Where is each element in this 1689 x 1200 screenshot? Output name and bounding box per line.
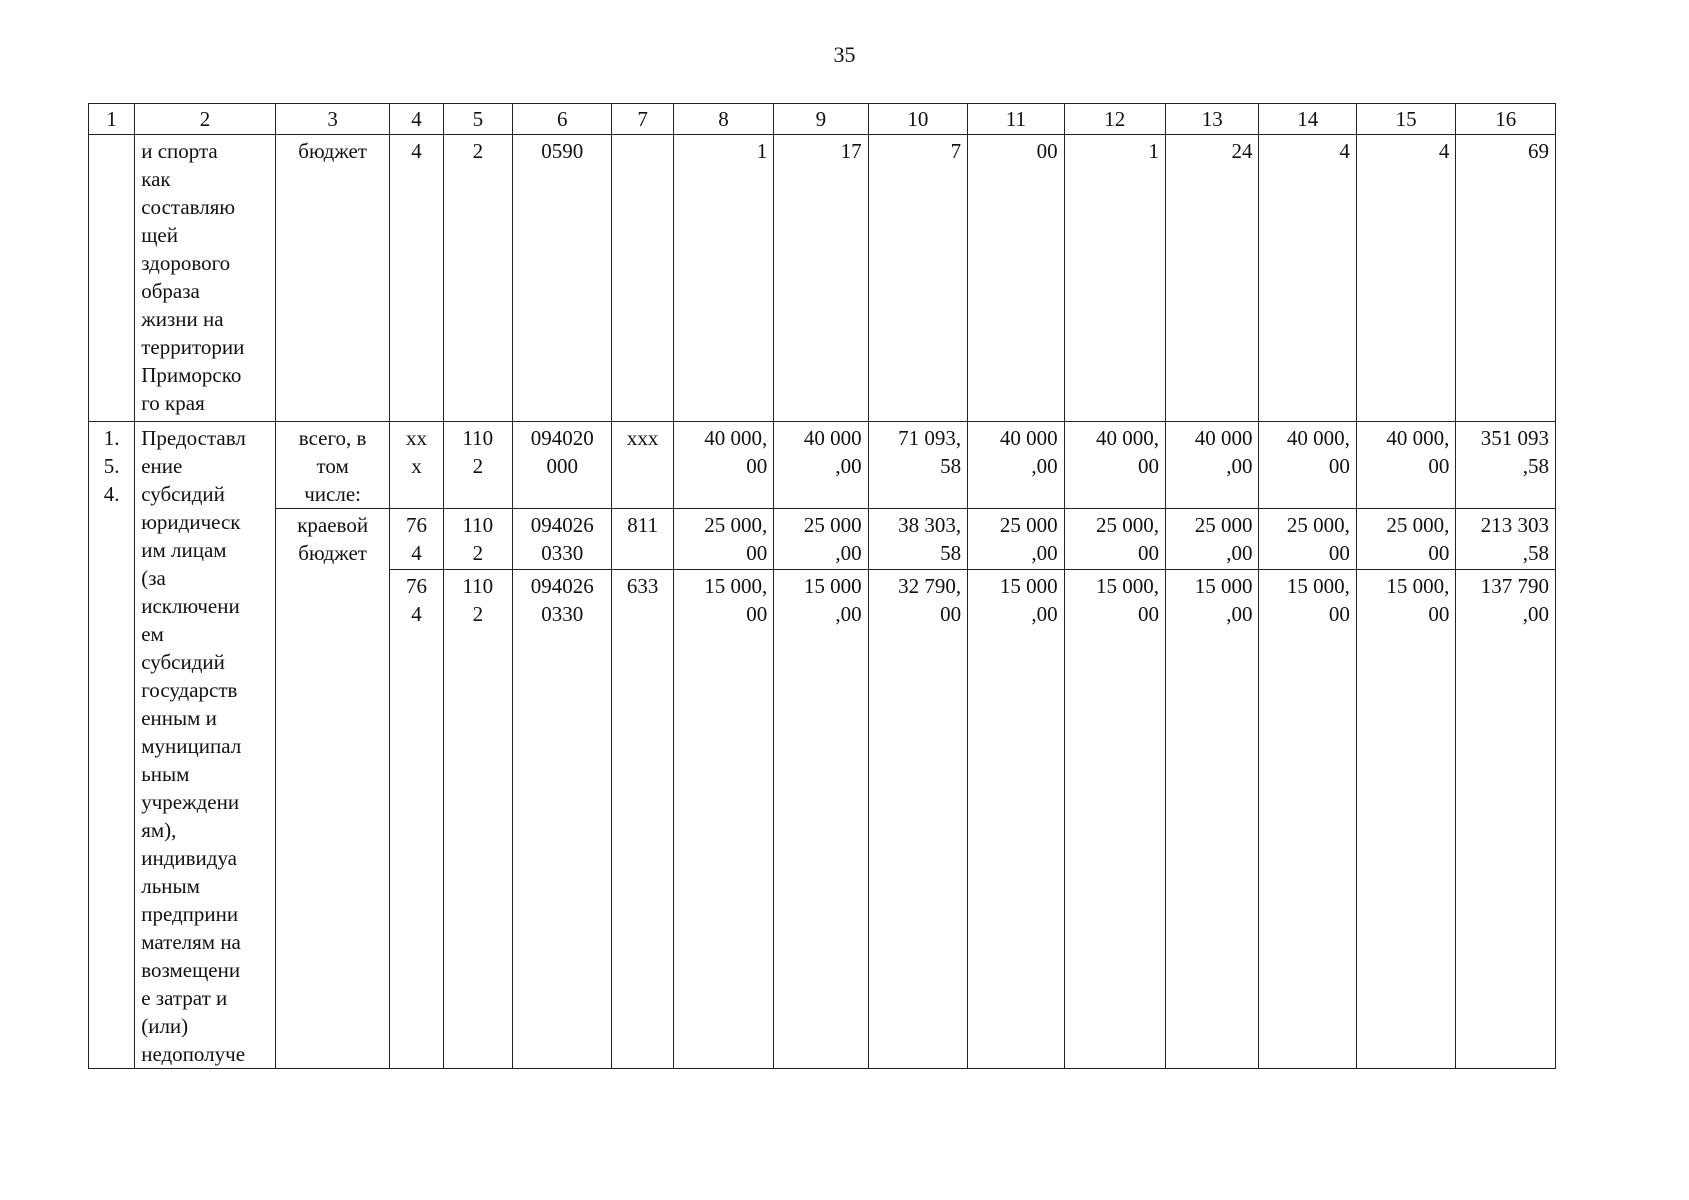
cell-text-line: жизни на (141, 307, 224, 331)
cell-text-line: числе: (304, 482, 362, 506)
cell-text-line: бюджет (298, 541, 367, 565)
table-cell (512, 135, 611, 422)
cell-text-line: 15 000, (704, 574, 768, 598)
header-cell: 7 (612, 104, 673, 135)
header-cell: 15 (1356, 104, 1455, 135)
cell-text-line: ,00 (1226, 541, 1253, 565)
cell-text-line: 40 000 (999, 426, 1058, 450)
cell-text-line: ,00 (1226, 454, 1253, 478)
cell-text-line: 633 (626, 574, 659, 598)
table-cell (443, 422, 512, 509)
cell-text-line: ение (141, 454, 183, 478)
cell-text-line: ххх (626, 426, 659, 450)
cell-text-line: 4 (411, 139, 422, 163)
cell-text-line: 25 000, (1096, 513, 1160, 537)
cell-text-line: бюджет (298, 139, 367, 163)
cell-text-line: ,00 (835, 541, 862, 565)
cell-text-line: 17 (840, 139, 862, 163)
cell-text-line: государств (141, 678, 238, 702)
cell-text-line: 00 (746, 602, 768, 626)
cell-text-line: 15 000 (999, 574, 1058, 598)
cell-text-line: ,58 (1522, 454, 1549, 478)
cell-text-line: предприни (141, 902, 239, 926)
cell-text-line: 1. (103, 426, 120, 450)
amount-cell (1166, 509, 1259, 570)
cell-text-line: 40 000 (803, 426, 862, 450)
budget-source-cell (275, 135, 390, 422)
cell-text-line: 2 (472, 139, 484, 163)
amount-cell (1064, 509, 1165, 570)
header-cell: 5 (443, 104, 512, 135)
cell-text-line: им лицам (141, 538, 227, 562)
cell-text-line: 094026 (530, 513, 594, 537)
table-cell (443, 135, 512, 422)
header-cell: 9 (774, 104, 868, 135)
amount-cell (868, 570, 967, 1069)
amount-cell (1356, 509, 1455, 570)
cell-text-line: 40 000, (704, 426, 768, 450)
cell-text-line: 4 (411, 541, 422, 565)
description-cell (135, 422, 276, 1069)
amount-cell (1064, 135, 1165, 422)
amount-cell (1356, 135, 1455, 422)
header-cell: 11 (968, 104, 1064, 135)
cell-text-line: 110 (462, 426, 494, 450)
cell-text-line: 40 000, (1386, 426, 1450, 450)
cell-text-line: составляю (141, 195, 236, 219)
cell-text-line: ,00 (835, 602, 862, 626)
header-cell: 14 (1259, 104, 1356, 135)
header-cell: 16 (1456, 104, 1556, 135)
header-cell: 6 (512, 104, 611, 135)
amount-cell (673, 135, 773, 422)
amount-cell (1356, 570, 1455, 1069)
cell-text-line: (за (141, 566, 166, 590)
cell-text-line: 25 000 (999, 513, 1058, 537)
cell-text-line: мателям на (141, 930, 241, 954)
cell-text-line: ,58 (1522, 541, 1549, 565)
cell-text-line: 00 (1036, 139, 1058, 163)
cell-text-line: 2 (472, 602, 484, 626)
header-cell: 10 (868, 104, 967, 135)
amount-cell (1259, 509, 1356, 570)
cell-text-line: 40 000, (1096, 426, 1160, 450)
cell-text-line: 15 000, (1386, 574, 1450, 598)
cell-text-line: 00 (1428, 602, 1450, 626)
amount-cell (1259, 570, 1356, 1069)
cell-text-line: 00 (746, 454, 768, 478)
amount-cell (868, 509, 967, 570)
description-cell (135, 135, 276, 422)
cell-text-line: ,00 (1522, 602, 1549, 626)
table-cell (443, 509, 512, 570)
cell-text-line: 71 093, (898, 426, 962, 450)
amount-cell (774, 509, 868, 570)
cell-text-line: 58 (940, 454, 962, 478)
cell-text-line: индивидуа (141, 846, 238, 870)
table-cell (612, 422, 673, 509)
budget-source-cell (275, 422, 390, 509)
table-cell (512, 422, 611, 509)
page-number: 35 (833, 42, 856, 67)
cell-text-line: территории (141, 335, 245, 359)
cell-text-line: 000 (546, 454, 578, 478)
amount-cell (1064, 422, 1165, 509)
cell-text-line: 25 000, (704, 513, 768, 537)
header-cell: 4 (390, 104, 443, 135)
cell-text-line: ем (141, 622, 164, 646)
cell-text-line: том (316, 454, 349, 478)
cell-text-line: 094020 (530, 426, 594, 450)
cell-text-line: 58 (940, 541, 962, 565)
cell-text-line: 0590 (541, 139, 584, 163)
amount-cell (1259, 422, 1356, 509)
cell-text-line: Приморско (141, 363, 242, 387)
cell-text-line: 00 (1138, 602, 1160, 626)
cell-text-line: 15 000, (1286, 574, 1350, 598)
cell-text-line: 2 (472, 454, 484, 478)
table-cell (512, 509, 611, 570)
table-cell (443, 570, 512, 1069)
cell-text-line: ,00 (1226, 602, 1253, 626)
cell-text-line: и спорта (141, 139, 218, 163)
row-number-cell (89, 135, 135, 422)
cell-text-line: 25 000, (1386, 513, 1450, 537)
cell-text-line: 25 000 (1194, 513, 1253, 537)
table-row (89, 509, 1556, 570)
amount-cell (1064, 570, 1165, 1069)
cell-text-line: 76 (406, 513, 428, 537)
cell-text-line: 811 (627, 513, 658, 537)
cell-text-line: 0330 (541, 602, 584, 626)
cell-text-line: (или) (141, 1014, 189, 1038)
cell-text-line: 15 000 (1194, 574, 1253, 598)
cell-text-line: 24 (1231, 139, 1253, 163)
cell-text-line: енным и (141, 706, 217, 730)
cell-text-line: 25 000, (1286, 513, 1350, 537)
amount-cell (868, 135, 967, 422)
cell-text-line: как (141, 167, 171, 191)
cell-text-line: 2 (472, 541, 484, 565)
amount-cell (774, 422, 868, 509)
cell-text-line: 00 (1428, 454, 1450, 478)
cell-text-line: 32 790, (898, 574, 962, 598)
cell-text-line: юридическ (141, 510, 241, 534)
cell-text-line: образа (141, 279, 200, 303)
amount-cell (1166, 422, 1259, 509)
amount-cell (1456, 422, 1556, 509)
cell-text-line: 213 303 (1480, 513, 1549, 537)
cell-text-line: исключени (141, 594, 240, 618)
cell-text-line: льным (141, 874, 200, 898)
cell-text-line: 76 (406, 574, 428, 598)
cell-text-line: 00 (940, 602, 962, 626)
cell-text-line: 4 (411, 602, 422, 626)
cell-text-line: ьным (141, 762, 190, 786)
table-cell (612, 570, 673, 1069)
budget-table (88, 103, 1556, 1069)
cell-text-line: го края (141, 391, 205, 415)
cell-text-line: 7 (950, 139, 962, 163)
cell-text-line: 4 (1438, 139, 1450, 163)
header-cell: 3 (275, 104, 390, 135)
cell-text-line: х (411, 454, 422, 478)
row-number-cell (89, 422, 135, 1069)
amount-cell (1166, 570, 1259, 1069)
table-cell (390, 135, 443, 422)
cell-text-line: 110 (462, 513, 494, 537)
cell-text-line: 40 000, (1286, 426, 1350, 450)
cell-text-line: здорового (141, 251, 231, 275)
amount-cell (673, 422, 773, 509)
cell-text-line: 00 (1328, 541, 1350, 565)
cell-text-line: 110 (462, 574, 494, 598)
header-cell: 1 (89, 104, 135, 135)
amount-cell (1356, 422, 1455, 509)
amount-cell (968, 422, 1064, 509)
table-cell (612, 135, 673, 422)
amount-cell (968, 509, 1064, 570)
cell-text-line: муниципал (141, 734, 242, 758)
cell-text-line: 351 093 (1480, 426, 1549, 450)
header-cell: 8 (673, 104, 773, 135)
cell-text-line: 69 (1528, 139, 1549, 163)
amount-cell (1259, 135, 1356, 422)
cell-text-line: Предоставл (141, 426, 246, 450)
cell-text-line: 25 000 (803, 513, 862, 537)
cell-text-line: 0330 (541, 541, 584, 565)
header-cell: 12 (1064, 104, 1165, 135)
table-row (89, 135, 1556, 422)
amount-cell (673, 570, 773, 1069)
cell-text-line: 1 (1148, 139, 1160, 163)
header-cell: 13 (1166, 104, 1259, 135)
cell-text-line: ,00 (1031, 541, 1058, 565)
cell-text-line: 00 (1138, 454, 1160, 478)
table-cell (612, 509, 673, 570)
cell-text-line: 137 790 (1480, 574, 1549, 598)
cell-text-line: ям), (141, 818, 177, 842)
amount-cell (774, 570, 868, 1069)
cell-text-line: всего, в (298, 426, 367, 450)
cell-text-line: краевой (297, 513, 369, 537)
amount-cell (774, 135, 868, 422)
amount-cell (968, 570, 1064, 1069)
cell-text-line: 00 (746, 541, 768, 565)
amount-cell (1166, 135, 1259, 422)
cell-text-line: 00 (1138, 541, 1160, 565)
table-cell (390, 570, 443, 1069)
table-cell (512, 570, 611, 1069)
cell-text-line: ,00 (1031, 602, 1058, 626)
cell-text-line: субсидий (141, 482, 225, 506)
cell-text-line: 00 (1328, 602, 1350, 626)
amount-cell (1456, 509, 1556, 570)
amount-cell (1456, 570, 1556, 1069)
cell-text-line: субсидий (141, 650, 225, 674)
amount-cell (968, 135, 1064, 422)
cell-text-line: 38 303, (898, 513, 962, 537)
table-row (89, 422, 1556, 509)
cell-text-line: 00 (1328, 454, 1350, 478)
cell-text-line: 15 000 (803, 574, 862, 598)
cell-text-line: недополуче (141, 1042, 246, 1066)
cell-text-line: учреждени (141, 790, 240, 814)
amount-cell (868, 422, 967, 509)
cell-text-line: хх (406, 426, 428, 450)
cell-text-line: 4 (1339, 139, 1350, 163)
cell-text-line: 40 000 (1194, 426, 1253, 450)
table-header-row (89, 104, 1556, 135)
table-cell (390, 422, 443, 509)
cell-text-line: возмещени (141, 958, 241, 982)
cell-text-line: 4. (103, 482, 120, 506)
cell-text-line: 094026 (530, 574, 594, 598)
cell-text-line: ,00 (1031, 454, 1058, 478)
cell-text-line: 00 (1428, 541, 1450, 565)
cell-text-line: 1 (756, 139, 768, 163)
cell-text-line: 5. (103, 454, 120, 478)
cell-text-line: 15 000, (1096, 574, 1160, 598)
cell-text-line: щей (141, 223, 178, 247)
cell-text-line: ,00 (835, 454, 862, 478)
budget-source-cell (275, 509, 390, 1069)
amount-cell (673, 509, 773, 570)
cell-text-line: е затрат и (141, 986, 228, 1010)
amount-cell (1456, 135, 1556, 422)
header-cell: 2 (135, 104, 276, 135)
table-cell (390, 509, 443, 570)
